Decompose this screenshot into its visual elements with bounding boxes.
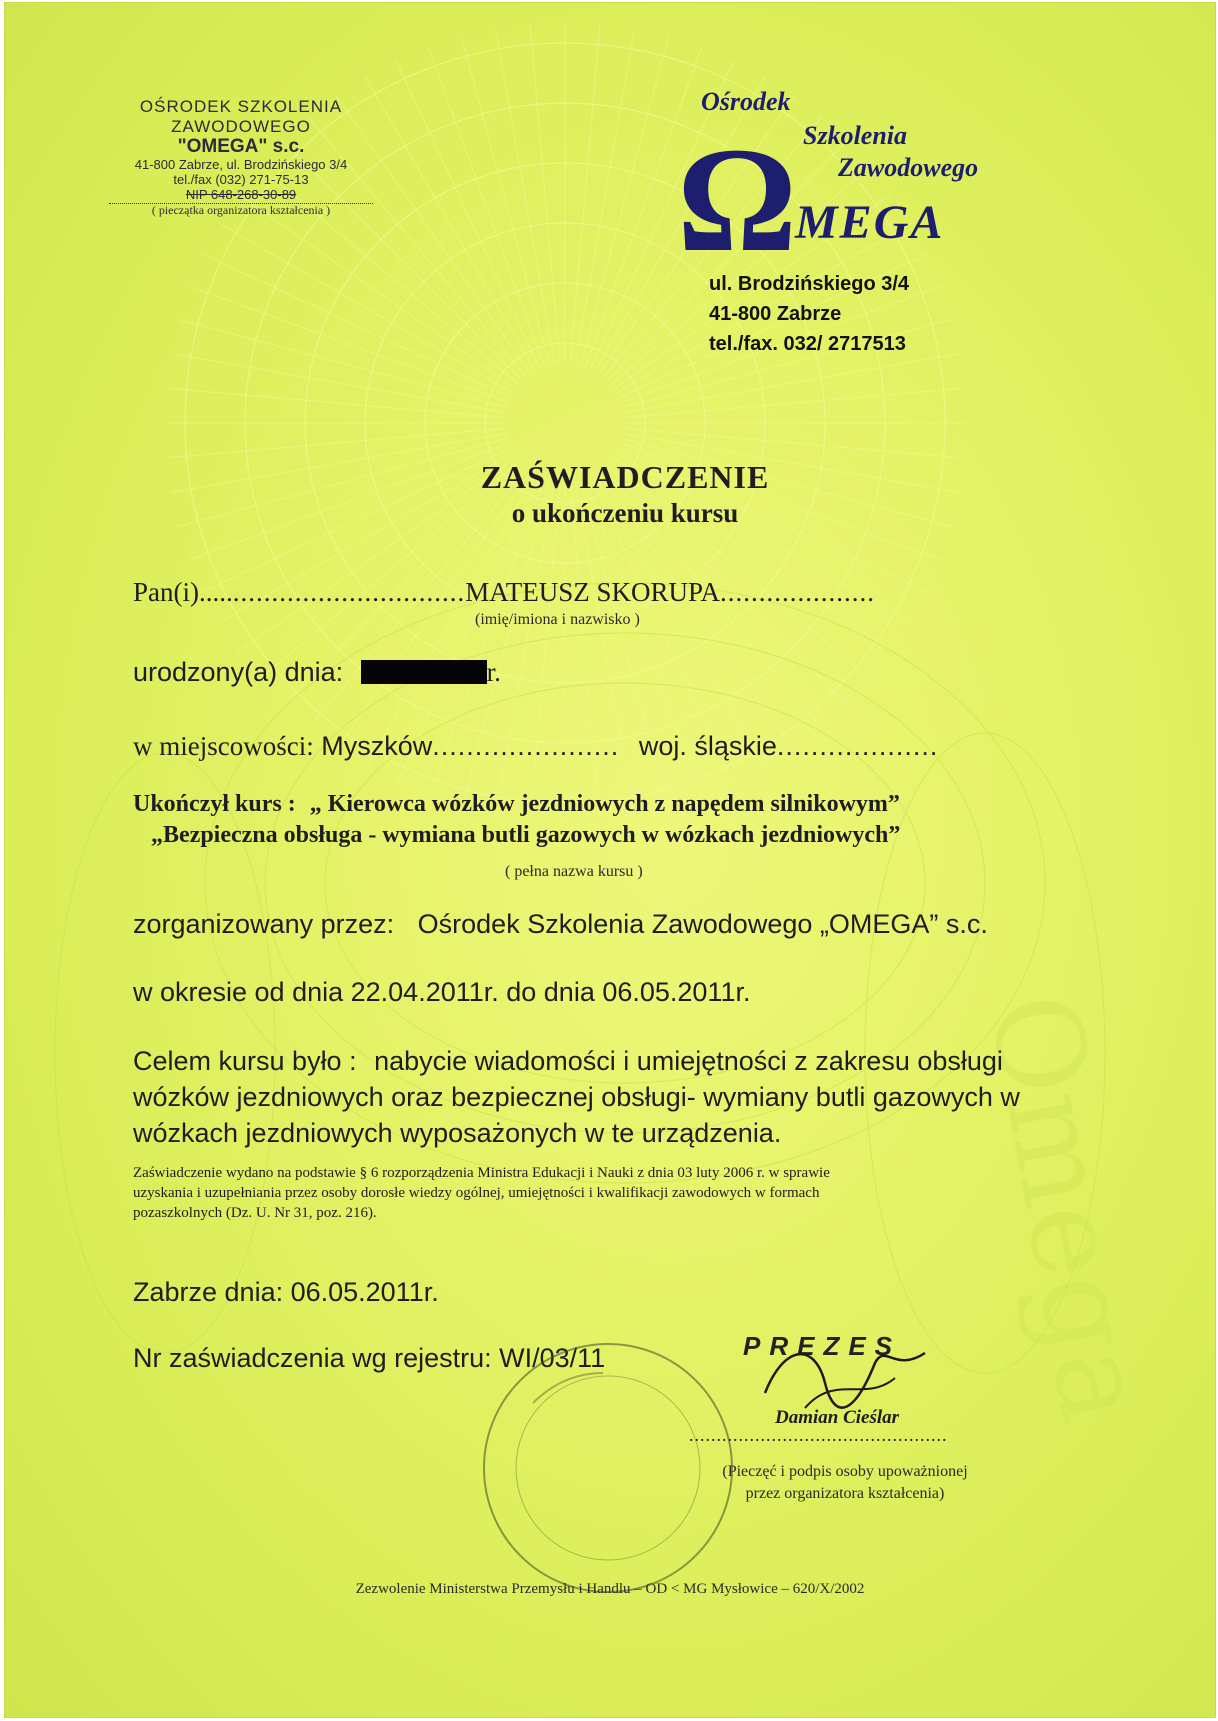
guilloche-ray: [530, 25, 560, 364]
document-title-block: [5, 459, 1215, 529]
stamp-line-2: ZAWODOWEGO: [171, 116, 311, 136]
place-value: Myszków: [321, 731, 433, 761]
omega-symbol-icon: Ω: [677, 117, 798, 283]
signatory-name: Damian Cieślar: [775, 1407, 900, 1428]
logo-address-1: ul. Brodzińskiego 3/4: [709, 273, 910, 295]
place-label: w miejscowości:: [133, 731, 314, 761]
purpose-label: Celem kursu było :: [133, 1046, 357, 1076]
name-caption: (imię/imiona i nazwisko ): [475, 611, 640, 628]
course-caption: ( pełna nazwa kursu ): [505, 863, 643, 880]
period-row: w okresie od dnia 22.04.2011r. do dnia 06.05.2011r.: [133, 977, 751, 1007]
course-label: Ukończył kurs :: [133, 791, 296, 817]
name-dots-after: ....................: [720, 577, 876, 607]
legal-basis: [133, 1163, 830, 1223]
footer-permit: Zezwolenie Ministerstwa Przemysłu i Handlu – OD < MG Mysłowice – 620/X/2002: [355, 1581, 865, 1597]
logo-word-osrodek: Ośrodek: [701, 87, 791, 116]
legal-line-3: pozaszkolnych (Dz. U. Nr 31, poz. 216).: [133, 1205, 377, 1221]
signature-caption-1: (Pieczęć i podpis osoby upoważnionej: [722, 1463, 968, 1480]
guilloche-ray: [570, 483, 600, 822]
purpose-line-3: wózkach jezdniowych wyposażonych w te urządzenia.: [133, 1118, 782, 1148]
purpose-line-1: nabycie wiadomości i umiejętności z zakresu obsługi: [374, 1046, 1003, 1076]
registry-number: Nr zaświadczenia wg rejestru: WI/03/11: [133, 1343, 606, 1373]
name-label: Pan(i).....: [133, 577, 233, 607]
purpose-line-2: wózków jezdniowych oraz bezpiecznej obsługi- wymiany butli gazowych w: [133, 1082, 1020, 1112]
purpose-block: [133, 1043, 1020, 1151]
issue-date: Zabrze dnia: 06.05.2011r.: [133, 1277, 439, 1307]
signature-caption-2: przez organizatora kształcenia): [745, 1485, 945, 1502]
prezes-stamp: PREZES: [743, 1331, 902, 1361]
logo-address-2: 41-800 Zabrze: [709, 303, 842, 325]
logo-address-3: tel./fax. 032/ 2717513: [709, 333, 906, 355]
name-value: MATEUSZ SKORUPA: [465, 577, 721, 607]
course-block: [133, 791, 1133, 849]
guilloche-ray: [625, 428, 964, 458]
logo-mega: MEGA: [795, 196, 945, 249]
guilloche-ray: [167, 428, 506, 458]
course-name-1: „ Kierowca wózków jezdniowych z napędem silnikowym”: [309, 791, 900, 817]
name-dots-before: ..............................: [232, 577, 466, 607]
stamp-caption: ( pieczątka organizatora kształcenia ): [109, 203, 373, 218]
certificate-paper: [4, 2, 1216, 1718]
redacted-date-bar: [361, 660, 487, 684]
organized-label: zorganizowany przez:: [133, 909, 395, 939]
stamp-line-4: 41-800 Zabrze, ul. Brodzińskiego 3/4: [134, 156, 348, 172]
birth-suffix: r.: [486, 657, 501, 687]
voivodeship-label: woj.: [638, 731, 687, 761]
logo-word-szkolenia: Szkolenia: [803, 121, 908, 150]
course-name-2: „Bezpieczna obsługa - wymiana butli gazowych w wózkach jezdniowych”: [151, 822, 901, 848]
name-row: [133, 577, 875, 608]
guilloche-ray: [530, 483, 560, 822]
document-title: ZAŚWIADCZENIE: [480, 459, 770, 495]
signature-dots: ...............................................: [689, 1425, 948, 1445]
organized-value: Ośrodek Szkolenia Zawodowego „OMEGA” s.c.: [417, 909, 988, 939]
guilloche-ray: [625, 388, 964, 418]
stamp-line-6: NIP 648-268-30-89: [185, 186, 297, 202]
stamp-line-5: tel./fax (032) 271-75-13: [173, 171, 309, 187]
stamp-line-3: "OMEGA" s.c.: [177, 136, 305, 158]
voivodeship-dots: ...................: [776, 731, 939, 761]
place-row: [133, 731, 938, 762]
guilloche-ray: [237, 194, 516, 389]
organized-row: [133, 909, 988, 940]
birth-row: [133, 657, 501, 688]
voivodeship-value: śląskie: [694, 731, 777, 761]
organization-stamp: [91, 97, 391, 218]
legal-line-1: Zaświadczenie wydano na podstawie § 6 rozporządzenia Ministra Edukacji i Nauki z dnia 03 luty 2006 r. w sprawie: [133, 1165, 830, 1181]
logo-word-zawodowego: Zawodowego: [838, 153, 979, 182]
omega-logo: [677, 87, 1103, 367]
document-subtitle: o ukończeniu kursu: [511, 498, 739, 528]
legal-line-2: uzyskania i uzupełniania przez osoby dorosłe wiedzy ogólnej, umiejętności i kwalifikacji zawodowych w formach: [133, 1185, 820, 1201]
signature-caption: [695, 1461, 995, 1505]
guilloche-ray: [570, 25, 600, 364]
guilloche-ray: [167, 388, 506, 418]
stamp-line-1: OŚRODEK SZKOLENIA: [139, 97, 343, 116]
place-dots: ......................: [432, 731, 620, 761]
birth-label: urodzony(a) dnia:: [133, 657, 344, 687]
svg-text:Omega: Omega: [961, 983, 1174, 1434]
